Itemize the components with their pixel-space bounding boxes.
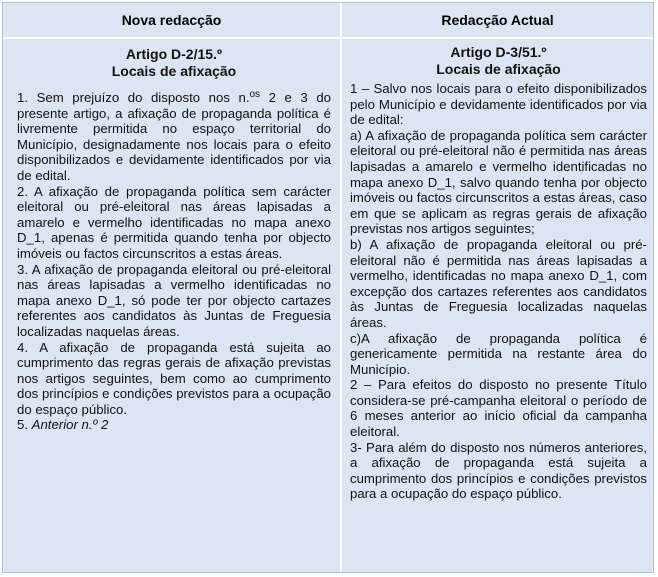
comparison-table bbox=[2, 2, 654, 573]
article-number: Artigo D-3/51.º bbox=[450, 44, 547, 60]
article-title: Locais de afixação bbox=[436, 61, 561, 77]
paragraph-3: 3. A afixação de propaganda eleitoral ou pré-eleitoral nas áreas lapisadas a vermelho identificadas no mapa anexo D_1, só pode ter por objecto cartazes referentes aos candidatos às Juntas de Freguesia localizadas naquelas áreas. bbox=[17, 261, 331, 339]
cell-redaccao-actual bbox=[350, 39, 647, 502]
paragraph-1-end: 2 e 3 do presente artigo, a afixação de propaganda política é livremente permitida no espaço territorial do Município, designadamente nos locais para o efeito disponibilizados e devidamente identificados por via de edital. bbox=[17, 90, 332, 183]
paragraph-1a: a) A afixação de propaganda política sem carácter eleitoral ou pré-eleitoral não é permitida nas áreas lapisadas a amarelo e vermelho identificadas no mapa anexo D_1, salvo quando tenha por objecto imóveis ou factos circunscritos a estas áreas, caso em que se aplicam as regras gerais de afixação previstas nos artigos seguintes; bbox=[350, 127, 647, 237]
paragraph-5-text: Anterior n.º 2 bbox=[31, 417, 109, 433]
paragraph-2: 2 – Para efeitos do disposto no presente Título considera-se pré-campanha eleitoral o período de 6 meses anterior ao início oficial da campanha eleitoral. bbox=[350, 377, 647, 440]
superscript-os: os bbox=[249, 89, 261, 100]
article-title: Locais de afixação bbox=[111, 63, 237, 79]
paragraph-1b: b) A afixação de propaganda eleitoral ou pré-eleitoral não é permitida nas áreas lapisadas a vermelho, identificadas no mapa anexo D_1, com excepção dos cartazes referentes aos candidatos às Juntas de Freguesia localizadas naquelas áreas. bbox=[350, 236, 647, 330]
paragraph-1: 1 – Salvo nos locais para o efeito disponibilizados pelo Município e devidamente identificados por via de edital: bbox=[350, 81, 647, 128]
article-number: Artigo D-2/15.º bbox=[125, 46, 223, 62]
paragraph-3: 3- Para além do disposto nos números anteriores, a afixação de propaganda está sujeita a cumprimento dos princípios e condições previstos para a ocupação do espaço público. bbox=[350, 439, 647, 502]
paragraph-4: 4. A afixação de propaganda está sujeita ao cumprimento das regras gerais de afixação previstas nos artigos seguintes, bem como ao cumprimento dos princípios e condições previstos para a ocupação do espaço público. bbox=[17, 339, 331, 417]
paragraph-5-number: 5. bbox=[17, 417, 32, 433]
paragraph-2: 2. A afixação de propaganda política sem carácter eleitoral ou pré-eleitoral nas áreas lapisadas a amarelo e vermelho identificadas no mapa anexo D_1, apenas é permitida quando tenha por objecto imóveis ou factos circunscritos a estas áreas. bbox=[17, 183, 331, 261]
paragraph-1-start: 1. Sem prejuízo do disposto nos n. bbox=[17, 90, 250, 105]
paragraph-5 bbox=[17, 417, 331, 433]
column-divider bbox=[340, 3, 342, 572]
header-redaccao-actual: Redacção Actual bbox=[441, 12, 554, 28]
paragraph-1c: c)A afixação de propaganda política é genericamente permitida na restante área do Município. bbox=[350, 330, 647, 377]
cell-nova-redaccao bbox=[17, 39, 331, 433]
header-nova-redaccao: Nova redacção bbox=[121, 12, 222, 28]
paragraph-1 bbox=[17, 87, 331, 184]
